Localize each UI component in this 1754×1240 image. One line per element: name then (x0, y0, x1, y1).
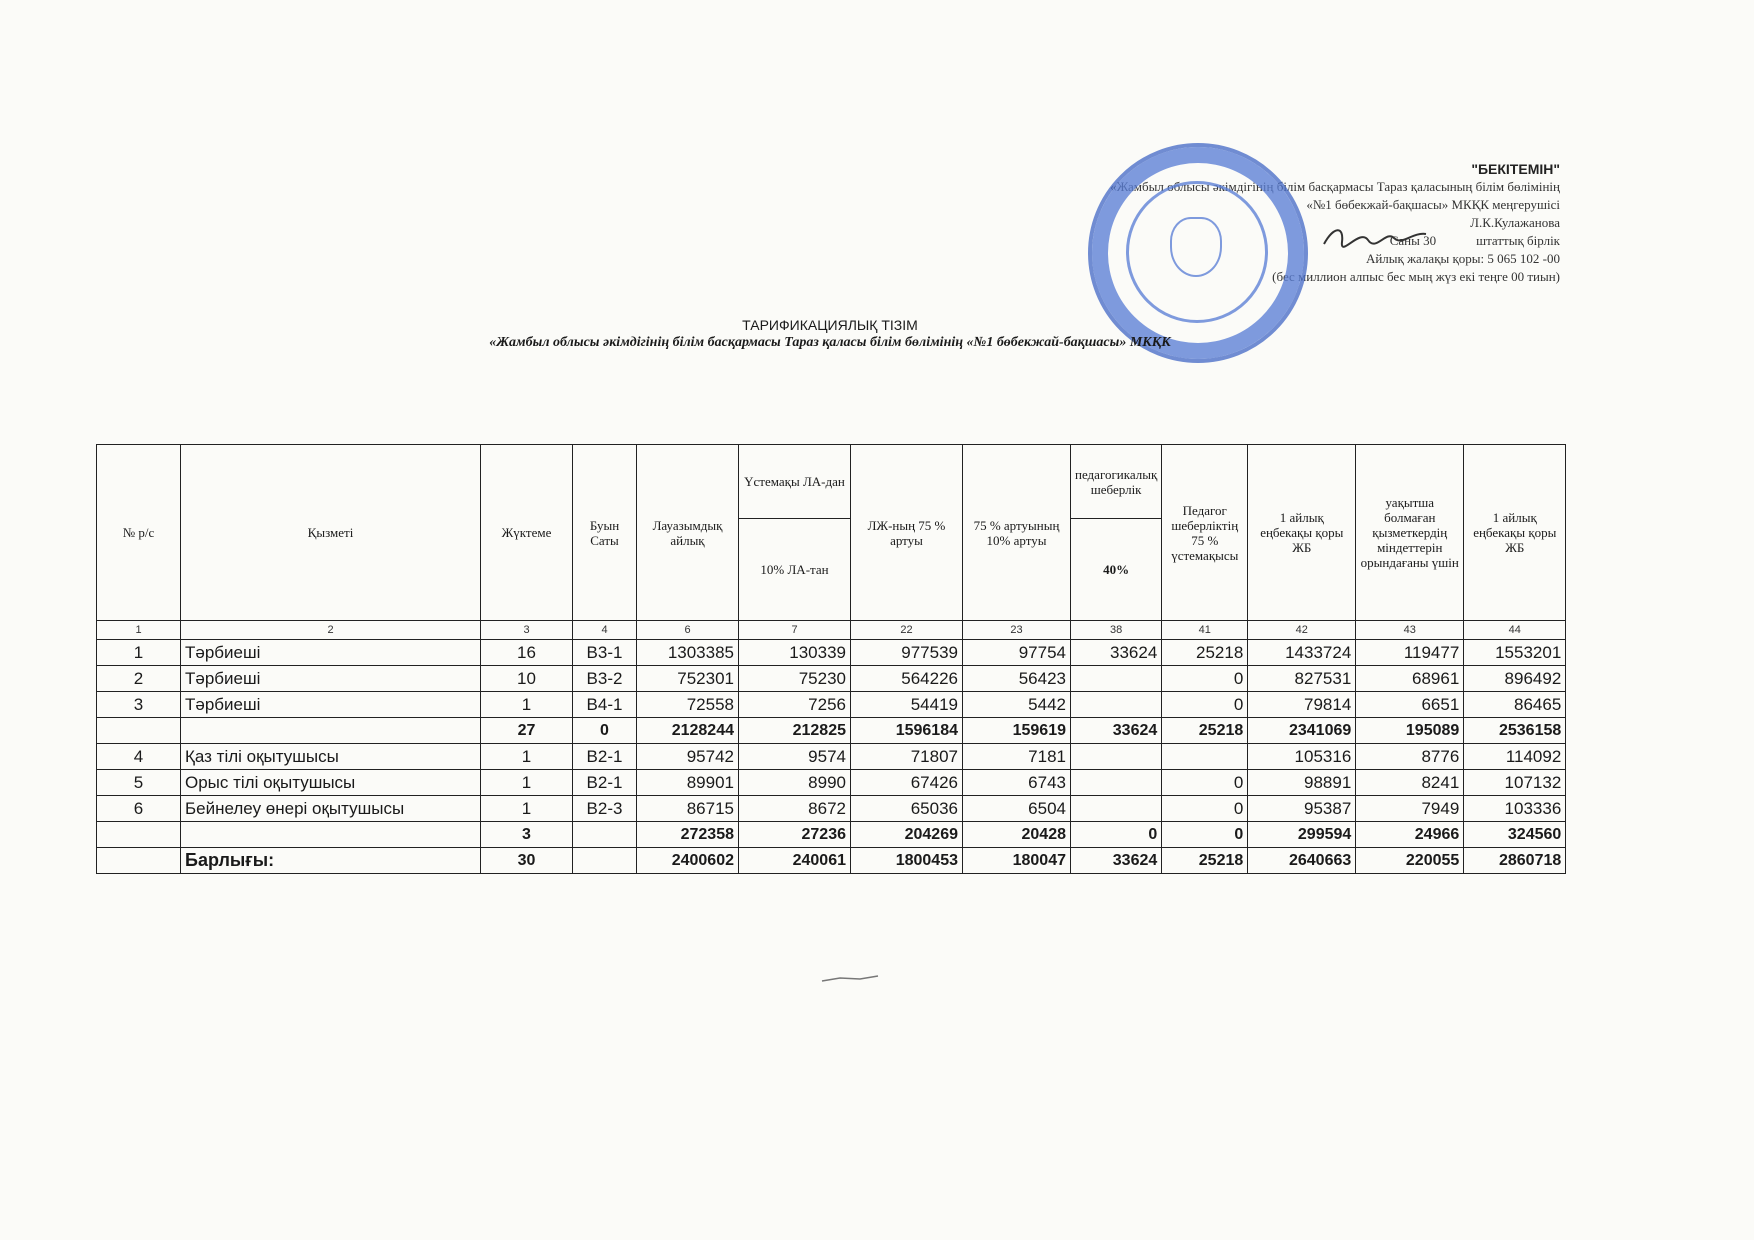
cell-inc75-10: 7181 (963, 744, 1071, 770)
cell-lzh75: 977539 (851, 640, 963, 666)
cell-lzh75: 1596184 (851, 718, 963, 744)
cell-lzh75: 1800453 (851, 848, 963, 874)
header-inc75-10: 75 % артуының 10% артуы (963, 445, 1071, 621)
cell-ped-75: 25218 (1162, 640, 1248, 666)
cell-position: Тәрбиеші (181, 692, 481, 718)
cell-load: 16 (481, 640, 573, 666)
cell-ped-75: 0 (1162, 822, 1248, 848)
cell-ped-75: 0 (1162, 666, 1248, 692)
table-row (97, 744, 1566, 770)
cell-fund-1: 827531 (1248, 666, 1356, 692)
col-number: 38 (1071, 621, 1162, 640)
cell-grade: B2-3 (573, 796, 637, 822)
cell-ped-75 (1162, 744, 1248, 770)
cell-ped-40 (1071, 692, 1162, 718)
cell-grade: B2-1 (573, 770, 637, 796)
col-number: 3 (481, 621, 573, 640)
cell-num: 3 (97, 692, 181, 718)
total-label: Барлығы: (181, 848, 481, 874)
cell-load: 1 (481, 744, 573, 770)
table-row (97, 666, 1566, 692)
cell-inc75-10: 6743 (963, 770, 1071, 796)
cell-num: 5 (97, 770, 181, 796)
cell-inc75-10: 180047 (963, 848, 1071, 874)
cell-ped-75: 25218 (1162, 848, 1248, 874)
cell-lzh75: 204269 (851, 822, 963, 848)
header-load: Жүктеме (481, 445, 573, 621)
document-title (380, 316, 1280, 352)
cell-grade: B3-1 (573, 640, 637, 666)
header-ped-75: Педагог шеберліктің 75 % үстемақысы (1162, 445, 1248, 621)
col-number: 42 (1248, 621, 1356, 640)
cell-num: 6 (97, 796, 181, 822)
approval-count: Саны 30 (1389, 233, 1437, 248)
cell-grade: B3-2 (573, 666, 637, 692)
cell-num (97, 718, 181, 744)
cell-absent: 7949 (1356, 796, 1464, 822)
table-row (97, 692, 1566, 718)
cell-fund-1: 79814 (1248, 692, 1356, 718)
cell-lzh75: 564226 (851, 666, 963, 692)
cell-salary: 272358 (637, 822, 739, 848)
cell-bonus-10: 130339 (739, 640, 851, 666)
cell-grade: 0 (573, 718, 637, 744)
cell-fund-2: 86465 (1464, 692, 1566, 718)
cell-bonus-10: 7256 (739, 692, 851, 718)
seal-emblem-icon (1170, 217, 1222, 277)
col-number: 23 (963, 621, 1071, 640)
cell-position: Тәрбиеші (181, 640, 481, 666)
cell-ped-40 (1071, 666, 1162, 692)
approval-fund: Айлық жалақы қоры: 5 065 102 -00 (1365, 251, 1560, 266)
cell-ped-40: 33624 (1071, 640, 1162, 666)
cell-position: Бейнелеу өнері оқытушысы (181, 796, 481, 822)
cell-fund-2: 103336 (1464, 796, 1566, 822)
header-salary: Лауазымдық айлық (637, 445, 739, 621)
header-absent-duties: уақытша болмаған қызметкердің міндеттерін орындағаны үшін (1356, 445, 1464, 621)
col-number: 1 (97, 621, 181, 640)
cell-bonus-10: 75230 (739, 666, 851, 692)
cell-fund-1: 95387 (1248, 796, 1356, 822)
cell-num: 1 (97, 640, 181, 666)
cell-position (181, 822, 481, 848)
signature-icon (1320, 222, 1430, 252)
header-position: Қызметі (181, 445, 481, 621)
cell-fund-2: 896492 (1464, 666, 1566, 692)
cell-inc75-10: 6504 (963, 796, 1071, 822)
cell-fund-2: 114092 (1464, 744, 1566, 770)
approval-fund-words: (бес миллион алпыс бес мың жүз екі теңге 00 тиын) (1272, 269, 1560, 284)
tariff-table (96, 444, 1566, 874)
cell-load: 1 (481, 770, 573, 796)
cell-ped-40 (1071, 770, 1162, 796)
approval-head-name: Л.К.Кулажанова (1470, 215, 1560, 230)
cell-absent: 8776 (1356, 744, 1464, 770)
cell-absent: 8241 (1356, 770, 1464, 796)
approval-count-unit: штаттық бірлік (1476, 233, 1560, 248)
cell-fund-2: 1553201 (1464, 640, 1566, 666)
cell-num: 4 (97, 744, 181, 770)
cell-num (97, 848, 181, 874)
cell-position: Тәрбиеші (181, 666, 481, 692)
table-row (97, 796, 1566, 822)
column-number-row (97, 621, 1566, 640)
cell-grade (573, 822, 637, 848)
cell-num: 2 (97, 666, 181, 692)
subtotal-row (97, 718, 1566, 744)
cell-inc75-10: 97754 (963, 640, 1071, 666)
approval-org-line: «Жамбыл облысы әкімдігінің білім басқармасы Тараз қаласының білім бөлімінің (1110, 179, 1560, 194)
cell-ped-75: 0 (1162, 796, 1248, 822)
cell-load: 27 (481, 718, 573, 744)
cell-fund-1: 105316 (1248, 744, 1356, 770)
col-number: 41 (1162, 621, 1248, 640)
header-grade: Буын Саты (573, 445, 637, 621)
cell-fund-1: 2640663 (1248, 848, 1356, 874)
cell-salary: 89901 (637, 770, 739, 796)
header-row-1 (97, 445, 1566, 519)
cell-inc75-10: 159619 (963, 718, 1071, 744)
col-number: 2 (181, 621, 481, 640)
cell-load: 1 (481, 796, 573, 822)
cell-lzh75: 65036 (851, 796, 963, 822)
header-bonus-10: 10% ЛА-тан (739, 519, 851, 621)
col-number: 6 (637, 621, 739, 640)
ink-smudge-icon (820, 975, 880, 983)
cell-lzh75: 71807 (851, 744, 963, 770)
col-number: 44 (1464, 621, 1566, 640)
cell-absent: 195089 (1356, 718, 1464, 744)
cell-salary: 72558 (637, 692, 739, 718)
cell-load: 3 (481, 822, 573, 848)
total-row (97, 848, 1566, 874)
cell-load: 10 (481, 666, 573, 692)
subtotal-row (97, 822, 1566, 848)
col-number: 7 (739, 621, 851, 640)
cell-fund-1: 1433724 (1248, 640, 1356, 666)
cell-fund-2: 107132 (1464, 770, 1566, 796)
cell-num (97, 822, 181, 848)
cell-ped-75: 25218 (1162, 718, 1248, 744)
cell-salary: 86715 (637, 796, 739, 822)
cell-inc75-10: 20428 (963, 822, 1071, 848)
cell-absent: 119477 (1356, 640, 1464, 666)
cell-bonus-10: 27236 (739, 822, 851, 848)
cell-position: Орыс тілі оқытушысы (181, 770, 481, 796)
col-number: 22 (851, 621, 963, 640)
header-ped-40: 40% (1071, 519, 1162, 621)
cell-ped-40: 33624 (1071, 848, 1162, 874)
cell-absent: 220055 (1356, 848, 1464, 874)
cell-ped-40 (1071, 744, 1162, 770)
cell-salary: 2128244 (637, 718, 739, 744)
cell-salary: 2400602 (637, 848, 739, 874)
table-row (97, 640, 1566, 666)
title-main: ТАРИФИКАЦИЯЛЫҚ ТІЗІМ (742, 317, 918, 333)
cell-bonus-10: 212825 (739, 718, 851, 744)
cell-lzh75: 67426 (851, 770, 963, 796)
cell-salary: 752301 (637, 666, 739, 692)
cell-fund-2: 2860718 (1464, 848, 1566, 874)
cell-bonus-10: 8990 (739, 770, 851, 796)
cell-absent: 6651 (1356, 692, 1464, 718)
cell-inc75-10: 56423 (963, 666, 1071, 692)
header-fund-1: 1 айлық еңбекақы қоры ЖБ (1248, 445, 1356, 621)
cell-load: 30 (481, 848, 573, 874)
cell-lzh75: 54419 (851, 692, 963, 718)
cell-load: 1 (481, 692, 573, 718)
cell-grade: B4-1 (573, 692, 637, 718)
title-subtitle: «Жамбыл облысы әкімдігінің білім басқармасы Тараз қаласы білім бөлімінің «№1 бөбекжай-бақшасы» МКҚК (489, 335, 1171, 350)
cell-absent: 68961 (1356, 666, 1464, 692)
cell-fund-1: 2341069 (1248, 718, 1356, 744)
cell-ped-40 (1071, 796, 1162, 822)
cell-bonus-10: 8672 (739, 796, 851, 822)
cell-inc75-10: 5442 (963, 692, 1071, 718)
cell-bonus-10: 9574 (739, 744, 851, 770)
cell-ped-75: 0 (1162, 692, 1248, 718)
cell-absent: 24966 (1356, 822, 1464, 848)
cell-ped-40: 0 (1071, 822, 1162, 848)
col-number: 4 (573, 621, 637, 640)
cell-grade: B2-1 (573, 744, 637, 770)
cell-position (181, 718, 481, 744)
header-bonus-group: Үстемақы ЛА-дан (739, 445, 851, 519)
header-ped-group: педагогикалық шеберлік (1071, 445, 1162, 519)
cell-salary: 95742 (637, 744, 739, 770)
cell-grade (573, 848, 637, 874)
cell-fund-2: 2536158 (1464, 718, 1566, 744)
cell-fund-2: 324560 (1464, 822, 1566, 848)
approval-org-line-2: «№1 бөбекжай-бақшасы» МКҚК меңгерушісі (1306, 197, 1560, 212)
header-fund-2: 1 айлық еңбекақы қоры ЖБ (1464, 445, 1566, 621)
cell-salary: 1303385 (637, 640, 739, 666)
header-num: № р/с (97, 445, 181, 621)
approval-heading: "БЕКІТЕМІН" (1471, 161, 1560, 177)
cell-fund-1: 299594 (1248, 822, 1356, 848)
cell-ped-40: 33624 (1071, 718, 1162, 744)
cell-ped-75: 0 (1162, 770, 1248, 796)
header-lzh75: ЛЖ-ның 75 % артуы (851, 445, 963, 621)
cell-fund-1: 98891 (1248, 770, 1356, 796)
table-row (97, 770, 1566, 796)
cell-bonus-10: 240061 (739, 848, 851, 874)
col-number: 43 (1356, 621, 1464, 640)
cell-position: Қаз тілі оқытушысы (181, 744, 481, 770)
